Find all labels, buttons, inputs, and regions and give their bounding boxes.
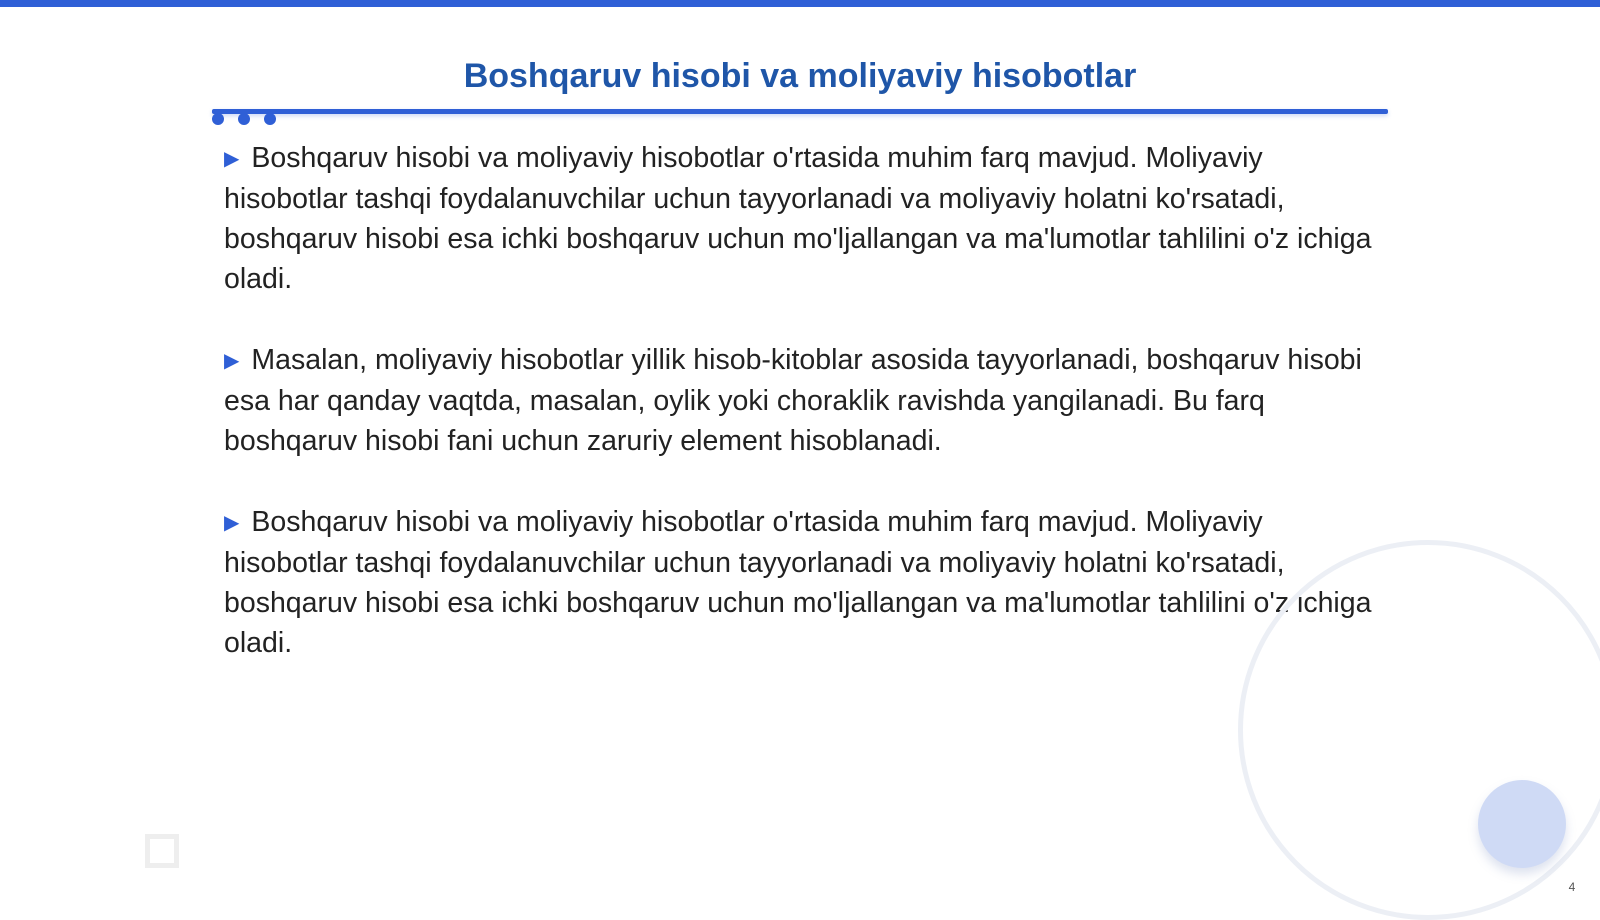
triangle-bullet-icon: ▶ (224, 512, 240, 534)
triangle-bullet-icon: ▶ (224, 148, 240, 170)
bullet-item (224, 138, 1384, 299)
bullet-text: Boshqaruv hisobi va moliyaviy hisobotlar o'rtasida muhim farq mavjud. Moliyaviy hisobotlar tashqi foydalanuvchilar uchun tayyorlanadi va moliyaviy holatni ko'rsatadi, boshqaruv hisobi esa ichki boshqaruv uchun mo'ljallangan va ma'lumotlar tahlilini o'z ichiga oladi. (224, 142, 1372, 295)
underline-dot-2 (238, 113, 250, 125)
bullet-item (224, 502, 1384, 663)
top-accent-bar (0, 0, 1600, 7)
bullet-text: Masalan, moliyaviy hisobotlar yillik hisob-kitoblar asosida tayyorlanadi, boshqaruv hisobi esa har qanday vaqtda, masalan, oylik yoki choraklik ravishda yangilanadi. Bu farq boshqaruv hisobi fani uchun zaruriy element hisoblanadi. (224, 344, 1362, 457)
underline-dot-3 (264, 113, 276, 125)
slide-content (224, 138, 1384, 704)
triangle-bullet-icon: ▶ (224, 350, 240, 372)
slide-title: Boshqaruv hisobi va moliyaviy hisobotlar (463, 57, 1137, 95)
decorative-circle (1478, 780, 1566, 868)
decorative-ring (1238, 540, 1600, 920)
title-underline (212, 109, 1388, 114)
decorative-square (145, 834, 179, 868)
page-number: 4 (1568, 880, 1576, 894)
underline-dot-1 (212, 113, 224, 125)
bullet-item (224, 340, 1384, 461)
bullet-text: Boshqaruv hisobi va moliyaviy hisobotlar o'rtasida muhim farq mavjud. Moliyaviy hisobotlar tashqi foydalanuvchilar uchun tayyorlanadi va moliyaviy holatni ko'rsatadi, boshqaruv hisobi esa ichki boshqaruv uchun mo'ljallangan va ma'lumotlar tahlilini o'z ichiga oladi. (224, 506, 1372, 659)
